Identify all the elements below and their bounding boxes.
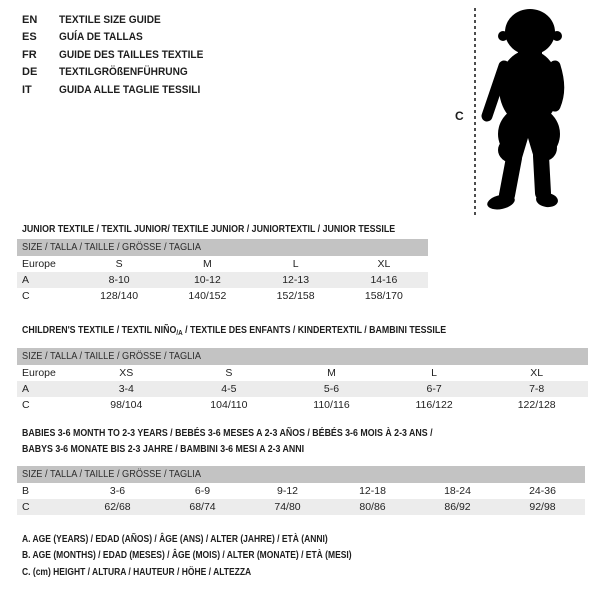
size-header-bar [17, 239, 428, 256]
language-code: ES [22, 31, 37, 44]
babies-title-line2: BABYS 3-6 MONATE BIS 2-3 JAHRE / BAMBINI 3-6 MESI A 2-3 ANNI [22, 443, 305, 455]
children-title-main: CHILDREN'S TEXTILE / TEXTIL NIÑO [22, 324, 177, 336]
table-cell: 6-9 [194, 485, 211, 497]
footnote-b [22, 550, 410, 566]
row-label: A [22, 274, 30, 286]
row-label: C [22, 399, 30, 411]
language-code: FR [22, 48, 37, 61]
junior-section-title-text: JUNIOR TEXTILE / TEXTIL JUNIOR/ TEXTILE JUNIOR / JUNIORTEXTIL / JUNIOR TESSILE [22, 223, 396, 235]
table-cell: 14-16 [370, 274, 398, 286]
height-measure-dotted-line [474, 8, 476, 215]
junior-section-title [22, 221, 466, 237]
children-size-table [17, 348, 588, 413]
table-cell: 8-10 [108, 274, 130, 286]
children-section-title [22, 322, 527, 341]
table-cell: 24-36 [529, 485, 556, 497]
children-title-subscript: /A [176, 328, 183, 337]
footnote-a-text: A. AGE (YEARS) / EDAD (AÑOS) / ÂGE (ANS) / ALTER (JAHRE) / ETÀ (ANNI) [22, 534, 328, 545]
table-cell: 10-12 [193, 274, 221, 286]
table-cell: 80/86 [359, 501, 386, 513]
language-code: EN [22, 13, 38, 26]
language-title: GUÍA DE TALLAS [59, 31, 143, 44]
footnote-a [22, 534, 410, 550]
table-cell: 68/74 [189, 501, 216, 513]
table-cell: L [431, 367, 437, 379]
table-row-age [17, 272, 428, 288]
table-cell: 5-6 [323, 383, 340, 395]
height-measure-label: C [455, 109, 464, 123]
table-cell: 128/140 [100, 290, 139, 302]
table-row-height [17, 397, 588, 413]
junior-size-table [17, 239, 428, 304]
language-row-es [22, 29, 216, 47]
table-cell: M [327, 367, 336, 379]
table-cell: 3-6 [109, 485, 126, 497]
table-cell: 7-8 [529, 383, 545, 395]
table-row-europe [17, 256, 428, 272]
children-title-rest: / TEXTILE DES ENFANTS / KINDERTEXTIL / BAMBINI TESSILE [182, 324, 447, 336]
size-header-bar [17, 466, 585, 483]
language-title: GUIDA ALLE TAGLIE TESSILI [59, 83, 201, 96]
footnote-c-text: C. (cm) HEIGHT / ALTURA / HAUTEUR / HÖHE / ALTEZZA [22, 566, 252, 578]
row-label: C [22, 290, 30, 302]
row-label: C [22, 501, 30, 513]
table-cell: 9-12 [276, 485, 298, 497]
table-cell: 116/122 [415, 399, 453, 411]
table-cell: 4-5 [221, 383, 237, 395]
babies-title-line1: BABIES 3-6 MONTH TO 2-3 YEARS / BEBÉS 3-6 MESES A 2-3 AÑOS / BÉBÉS 3-6 MOIS À 2-3 ANS / [22, 427, 433, 439]
language-row-de [22, 64, 216, 82]
language-title: TEXTILE SIZE GUIDE [59, 13, 161, 26]
row-label: Europe [22, 367, 56, 379]
language-title: GUIDE DES TAILLES TEXTILE [59, 48, 204, 61]
size-header-bar [17, 348, 588, 365]
table-cell: 140/152 [188, 290, 227, 302]
row-label: A [22, 383, 30, 395]
table-cell: M [203, 258, 212, 270]
table-row-age [17, 381, 588, 397]
table-cell: 98/104 [110, 399, 143, 411]
table-cell: L [292, 258, 299, 270]
table-row-height [17, 499, 585, 515]
table-cell: 92/98 [529, 501, 556, 513]
row-label: Europe [22, 258, 56, 270]
table-cell: 110/116 [313, 399, 350, 411]
table-cell: 6-7 [426, 383, 442, 395]
table-cell: 62/68 [104, 501, 131, 513]
table-cell: 18-24 [444, 485, 471, 497]
footnote-c [22, 567, 410, 583]
table-cell: 74/80 [274, 501, 301, 513]
footnote-b-text: B. AGE (MONTHS) / EDAD (MESES) / ÂGE (MOIS) / ALTER (MONATE) / ETÀ (MESI) [22, 550, 352, 562]
table-cell: XL [530, 367, 544, 379]
table-cell: 104/110 [210, 399, 248, 411]
table-cell: S [115, 258, 123, 270]
size-header-label: SIZE / TALLA / TAILLE / GRÖSSE / TAGLIA [22, 469, 201, 480]
table-cell: 12-18 [359, 485, 386, 497]
table-cell: 3-4 [118, 383, 134, 395]
language-row-fr [22, 46, 216, 64]
table-row-height [17, 288, 428, 304]
language-row-it [22, 81, 216, 99]
babies-size-table [17, 466, 585, 515]
row-label: B [22, 485, 30, 497]
size-header-label: SIZE / TALLA / TAILLE / GRÖSSE / TAGLIA [22, 351, 201, 362]
table-cell: 86/92 [444, 501, 471, 513]
table-cell: 152/158 [276, 290, 315, 302]
language-code: IT [22, 83, 32, 96]
language-title: TEXTILGRÖßENFÜHRUNG [59, 66, 188, 79]
children-section-title-text [22, 322, 446, 341]
table-row-europe [17, 365, 588, 381]
table-cell: 122/128 [517, 399, 556, 411]
language-row-en [22, 11, 216, 29]
table-row-age-months [17, 483, 585, 499]
language-title-list [22, 11, 216, 99]
table-cell: 12-13 [282, 274, 310, 286]
size-header-label: SIZE / TALLA / TAILLE / GRÖSSE / TAGLIA [22, 242, 201, 253]
language-code: DE [22, 66, 38, 79]
babies-section-title [22, 425, 511, 457]
legend-footnotes [22, 534, 410, 583]
table-cell: 158/170 [364, 290, 403, 302]
table-cell: S [225, 367, 233, 379]
table-cell: XL [377, 258, 391, 270]
baby-silhouette-icon [480, 6, 572, 212]
table-cell: XS [119, 367, 134, 379]
